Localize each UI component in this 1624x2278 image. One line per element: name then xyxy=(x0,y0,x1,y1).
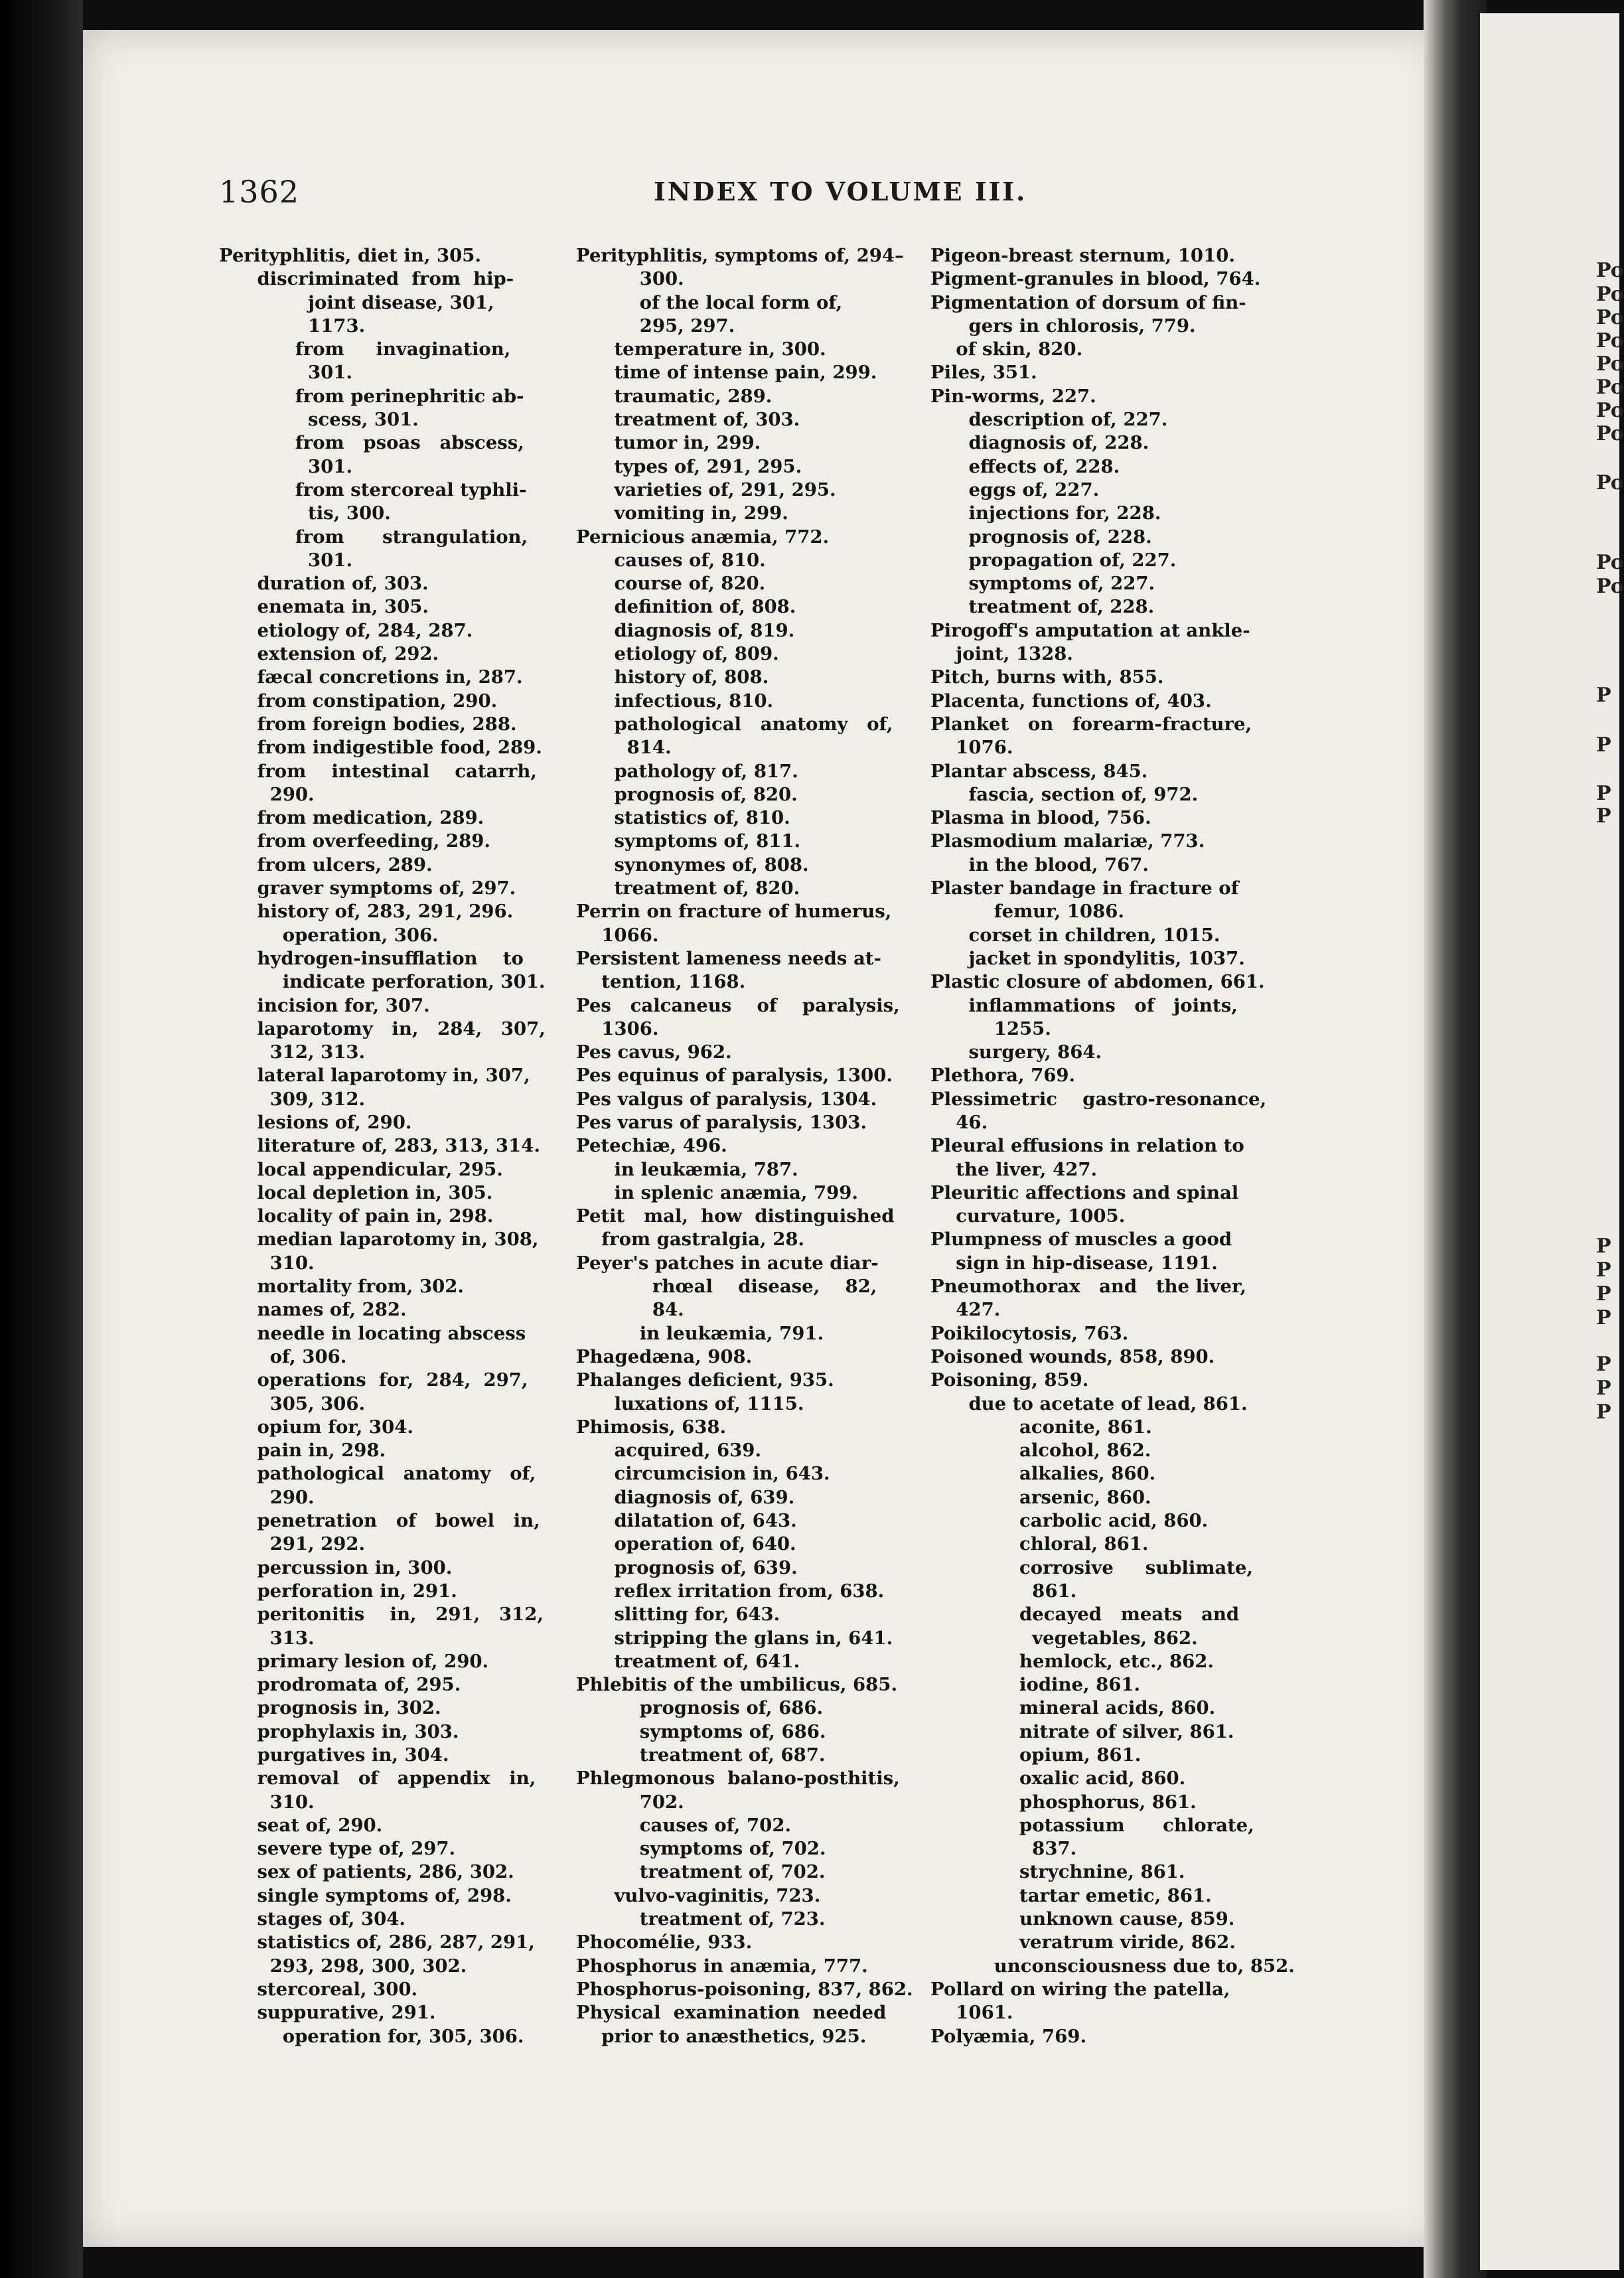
index-entry: local depletion in, 305. xyxy=(219,1181,493,1203)
facing-page-fragment: Po xyxy=(1596,283,1624,306)
facing-page-fragment: P xyxy=(1596,684,1611,707)
index-entry: opium for, 304. xyxy=(219,1416,413,1438)
index-entry: symptoms of, 811. xyxy=(576,830,801,852)
index-entry: tention, 1168. xyxy=(576,971,746,993)
index-entry: peritonitis in, 291, 312, xyxy=(219,1604,544,1626)
index-entry: from invagination, xyxy=(219,339,511,360)
index-entry: percussion in, 300. xyxy=(219,1557,453,1578)
index-entry: joint disease, 301, xyxy=(219,291,494,313)
index-entry: sign in hip-disease, 1191. xyxy=(930,1252,1218,1274)
index-entry: 293, 298, 300, 302. xyxy=(219,1955,467,1977)
index-entry: Phalanges deficient, 935. xyxy=(576,1369,834,1391)
index-entry: prophylaxis in, 303. xyxy=(219,1720,459,1742)
index-entry: nitrate of silver, 861. xyxy=(930,1720,1234,1742)
index-entry: causes of, 702. xyxy=(576,1814,792,1836)
index-entry: from perinephritic ab- xyxy=(219,385,524,407)
index-entry: opium, 861. xyxy=(930,1744,1142,1766)
facing-page-fragment: Po xyxy=(1596,575,1624,598)
facing-page-fragment: Po xyxy=(1596,422,1624,445)
index-entry: laparotomy in, 284, 307, xyxy=(219,1018,546,1039)
index-entry: 861. xyxy=(930,1580,1077,1602)
index-entry: symptoms of, 702. xyxy=(576,1838,826,1860)
index-entry: seat of, 290. xyxy=(219,1814,383,1836)
running-head: INDEX TO VOLUME III. xyxy=(654,177,1027,206)
index-entry: from stercoreal typhli- xyxy=(219,479,527,500)
facing-page-fragment: P xyxy=(1596,782,1611,805)
index-entry: 295, 297. xyxy=(576,315,735,337)
index-entry: iodine, 861. xyxy=(930,1674,1141,1696)
index-entry: tumor in, 299. xyxy=(576,432,761,454)
index-entry: 837. xyxy=(930,1838,1077,1860)
index-entry: 814. xyxy=(576,737,672,759)
index-entry: fascia, section of, 972. xyxy=(930,783,1199,805)
index-entry: 310. xyxy=(219,1791,315,1813)
index-entry: eggs of, 227. xyxy=(930,479,1100,500)
index-entry: hydrogen-insufflation to xyxy=(219,947,524,969)
index-entry: diagnosis of, 639. xyxy=(576,1486,795,1508)
index-entry: varieties of, 291, 295. xyxy=(576,479,836,500)
index-entry: prodromata of, 295. xyxy=(219,1674,461,1696)
facing-page-fragment: Po xyxy=(1596,306,1624,329)
index-entry: slitting for, 643. xyxy=(576,1604,780,1626)
index-entry: history of, 808. xyxy=(576,666,769,688)
index-entry: diagnosis of, 819. xyxy=(576,619,795,641)
index-entry: effects of, 228. xyxy=(930,455,1120,477)
index-entry: inflammations of joints, xyxy=(930,994,1238,1016)
index-entry: statistics of, 286, 287, 291, xyxy=(219,1932,535,1953)
index-entry: 1061. xyxy=(930,2002,1013,2024)
index-entry: Physical examination needed xyxy=(576,2002,887,2024)
index-entry: 1173. xyxy=(219,315,366,337)
index-entry: of skin, 820. xyxy=(930,339,1083,360)
index-entry: symptoms of, 686. xyxy=(576,1720,826,1742)
index-entry: indicate perforation, 301. xyxy=(219,971,546,993)
index-entry: enemata in, 305. xyxy=(219,596,429,618)
index-entry: femur, 1086. xyxy=(930,901,1124,923)
index-entry: synonymes of, 808. xyxy=(576,854,809,875)
index-entry: Plaster bandage in fracture of xyxy=(930,877,1239,899)
index-entry: time of intense pain, 299. xyxy=(576,362,877,384)
index-entry: of, 306. xyxy=(219,1345,347,1367)
index-entry: reflex irritation from, 638. xyxy=(576,1580,885,1602)
index-entry: Pes cavus, 962. xyxy=(576,1041,732,1063)
index-entry: types of, 291, 295. xyxy=(576,455,802,477)
scan-border-left xyxy=(0,0,83,2278)
index-entry: tis, 300. xyxy=(219,502,391,524)
index-entry: the liver, 427. xyxy=(930,1158,1098,1180)
index-entry: from foreign bodies, 288. xyxy=(219,713,517,735)
index-entry: stages of, 304. xyxy=(219,1908,406,1930)
index-entry: prior to anæsthetics, 925. xyxy=(576,2025,867,2047)
index-entry: fæcal concretions in, 287. xyxy=(219,666,523,688)
index-entry: locality of pain in, 298. xyxy=(219,1205,494,1227)
index-entry: Piles, 351. xyxy=(930,362,1037,384)
index-entry: prognosis of, 228. xyxy=(930,526,1152,548)
index-entry: etiology of, 284, 287. xyxy=(219,619,473,641)
index-entry: Plethora, 769. xyxy=(930,1065,1076,1087)
index-entry: due to acetate of lead, 861. xyxy=(930,1393,1248,1414)
index-entry: Plantar abscess, 845. xyxy=(930,760,1148,782)
facing-page-edge xyxy=(1480,13,1624,2270)
index-entry: statistics of, 810. xyxy=(576,807,790,829)
index-entry: Phlegmonous balano-posthitis, xyxy=(576,1768,900,1789)
index-entry: scess, 301. xyxy=(219,409,419,431)
index-entry: history of, 283, 291, 296. xyxy=(219,901,514,923)
index-entry: Pitch, burns with, 855. xyxy=(930,666,1164,688)
index-entry: diagnosis of, 228. xyxy=(930,432,1149,454)
index-entry: from intestinal catarrh, xyxy=(219,760,537,782)
index-entry: potassium chlorate, xyxy=(930,1814,1254,1836)
index-entry: in leukæmia, 791. xyxy=(576,1322,824,1344)
index-entry: strychnine, 861. xyxy=(930,1861,1185,1883)
index-entry: from gastralgia, 28. xyxy=(576,1229,805,1251)
facing-page-fragment: P xyxy=(1596,1377,1611,1400)
index-entry: Pigeon-breast sternum, 1010. xyxy=(930,245,1235,266)
index-entry: luxations of, 1115. xyxy=(576,1393,804,1414)
index-entry: duration of, 303. xyxy=(219,573,429,595)
index-entry: Persistent lameness needs at- xyxy=(576,947,881,969)
index-entry: 312, 313. xyxy=(219,1041,366,1063)
index-entry: etiology of, 809. xyxy=(576,643,779,665)
index-entry: phosphorus, 861. xyxy=(930,1791,1197,1813)
index-entry: Pin-worms, 227. xyxy=(930,385,1096,407)
index-entry: Phagedæna, 908. xyxy=(576,1345,753,1367)
index-entry: 1066. xyxy=(576,924,659,946)
index-entry: needle in locating abscess xyxy=(219,1322,526,1344)
index-entry: Pes valgus of paralysis, 1304. xyxy=(576,1088,877,1110)
index-entry: 290. xyxy=(219,783,315,805)
index-entry: Placenta, functions of, 403. xyxy=(930,690,1212,712)
index-entry: Pes calcaneus of paralysis, xyxy=(576,994,900,1016)
index-entry: local appendicular, 295. xyxy=(219,1158,503,1180)
index-entry: lateral laparotomy in, 307, xyxy=(219,1065,530,1087)
index-entry: Pirogoff's amputation at ankle- xyxy=(930,619,1250,641)
index-entry: vomiting in, 299. xyxy=(576,502,788,524)
index-entry: oxalic acid, 860. xyxy=(930,1768,1186,1789)
index-entry: Phosphorus-poisoning, 837, 862. xyxy=(576,1978,913,2000)
index-entry: Phocomélie, 933. xyxy=(576,1932,753,1953)
index-entry: Pes varus of paralysis, 1303. xyxy=(576,1111,867,1133)
index-entry: Pleural effusions in relation to xyxy=(930,1135,1244,1157)
index-entry: 702. xyxy=(576,1791,684,1813)
index-entry: 309, 312. xyxy=(219,1088,366,1110)
index-entry: treatment of, 687. xyxy=(576,1744,826,1766)
facing-page-fragment: Po xyxy=(1596,329,1624,352)
index-entry: Polyæmia, 769. xyxy=(930,2025,1087,2047)
index-entry: purgatives in, 304. xyxy=(219,1744,449,1766)
index-entry: from overfeeding, 289. xyxy=(219,830,490,852)
index-entry: chloral, 861. xyxy=(930,1533,1149,1555)
index-entry: 310. xyxy=(219,1252,315,1274)
index-entry: in the blood, 767. xyxy=(930,854,1149,875)
index-entry: Poisoning, 859. xyxy=(930,1369,1089,1391)
index-entry: hemlock, etc., 862. xyxy=(930,1650,1215,1672)
facing-page-fragment: Po xyxy=(1596,352,1624,376)
index-entry: traumatic, 289. xyxy=(576,385,773,407)
index-entry: 46. xyxy=(930,1111,988,1133)
index-entry: names of, 282. xyxy=(219,1299,407,1321)
index-entry: unconsciousness due to, 852. xyxy=(930,1955,1295,1977)
page-number: 1362 xyxy=(219,174,300,210)
index-entry: Pigmentation of dorsum of fin- xyxy=(930,291,1246,313)
index-entry: Plumpness of muscles a good xyxy=(930,1229,1232,1251)
index-entry: lesions of, 290. xyxy=(219,1111,412,1133)
index-entry: Perityphlitis, diet in, 305. xyxy=(219,245,481,266)
index-entry: joint, 1328. xyxy=(930,643,1073,665)
index-entry: 291, 292. xyxy=(219,1533,366,1555)
index-entry: curvature, 1005. xyxy=(930,1205,1126,1227)
facing-page-fragment: Po xyxy=(1596,399,1624,422)
index-entry: Pleuritic affections and spinal xyxy=(930,1181,1239,1203)
facing-page-fragment: P xyxy=(1596,1353,1611,1376)
index-entry: operations for, 284, 297, xyxy=(219,1369,528,1391)
index-entry: corrosive sublimate, xyxy=(930,1557,1254,1578)
index-entry: treatment of, 723. xyxy=(576,1908,826,1930)
index-entry: jacket in spondylitis, 1037. xyxy=(930,947,1245,969)
index-entry: penetration of bowel in, xyxy=(219,1510,540,1532)
index-entry: sex of patients, 286, 302. xyxy=(219,1861,514,1883)
index-entry: circumcision in, 643. xyxy=(576,1463,830,1485)
index-entry: Petechiæ, 496. xyxy=(576,1135,727,1157)
index-entry: carbolic acid, 860. xyxy=(930,1510,1209,1532)
index-entry: vulvo-vaginitis, 723. xyxy=(576,1884,821,1906)
index-entry: pathology of, 817. xyxy=(576,760,798,782)
index-entry: Pernicious anæmia, 772. xyxy=(576,526,830,548)
index-entry: 305, 306. xyxy=(219,1393,366,1414)
index-entry: propagation of, 227. xyxy=(930,549,1177,571)
facing-page-fragment: P xyxy=(1596,1258,1611,1282)
index-entry: 84. xyxy=(576,1299,684,1321)
index-entry: Pigment-granules in blood, 764. xyxy=(930,268,1261,290)
index-entry: 301. xyxy=(219,362,353,384)
index-entry: Peyer's patches in acute diar- xyxy=(576,1252,879,1274)
index-entry: graver symptoms of, 297. xyxy=(219,877,516,899)
index-entry: causes of, 810. xyxy=(576,549,766,571)
index-entry: mineral acids, 860. xyxy=(930,1697,1216,1719)
index-entry: prognosis of, 686. xyxy=(576,1697,824,1719)
index-entry: acquired, 639. xyxy=(576,1440,762,1462)
index-entry: Pes equinus of paralysis, 1300. xyxy=(576,1065,893,1087)
index-entry: 300. xyxy=(576,268,684,290)
book-gutter xyxy=(1424,0,1487,2278)
index-entry: pathological anatomy of, xyxy=(219,1463,536,1485)
index-entry: Plasmodium malariæ, 773. xyxy=(930,830,1205,852)
index-entry: primary lesion of, 290. xyxy=(219,1650,489,1672)
index-entry: 427. xyxy=(930,1299,1001,1321)
index-entry: removal of appendix in, xyxy=(219,1768,536,1789)
index-entry: treatment of, 641. xyxy=(576,1650,800,1672)
index-entry: rhœal disease, 82, xyxy=(576,1276,877,1298)
index-entry: tartar emetic, 861. xyxy=(930,1884,1212,1906)
index-entry: Plessimetric gastro-resonance, xyxy=(930,1088,1267,1110)
index-entry: discriminated from hip- xyxy=(219,268,514,290)
index-entry: treatment of, 303. xyxy=(576,409,800,431)
facing-page-fragment: P xyxy=(1596,1306,1611,1329)
index-entry: 1306. xyxy=(576,1018,659,1039)
facing-page-fragment: Po xyxy=(1596,471,1624,494)
index-entry: Poikilocytosis, 763. xyxy=(930,1322,1129,1344)
index-entry: Phlebitis of the umbilicus, 685. xyxy=(576,1674,898,1696)
index-entry: literature of, 283, 313, 314. xyxy=(219,1135,540,1157)
index-entry: 1255. xyxy=(930,1018,1051,1039)
index-entry: stercoreal, 300. xyxy=(219,1978,418,2000)
index-entry: Phimosis, 638. xyxy=(576,1416,727,1438)
index-entry: 1076. xyxy=(930,737,1013,759)
facing-page-fragment: Po xyxy=(1596,259,1624,282)
index-entry: pathological anatomy of, xyxy=(576,713,893,735)
index-entry: symptoms of, 227. xyxy=(930,573,1155,595)
index-entry: definition of, 808. xyxy=(576,596,796,618)
index-entry: alkalies, 860. xyxy=(930,1463,1156,1485)
index-entry: Pollard on wiring the patella, xyxy=(930,1978,1230,2000)
index-column-3 xyxy=(930,244,1368,2048)
facing-page-fragment: Po xyxy=(1596,376,1624,399)
index-entry: Poisoned wounds, 858, 890. xyxy=(930,1345,1215,1367)
index-entry: Pneumothorax and the liver, xyxy=(930,1276,1247,1298)
index-entry: dilatation of, 643. xyxy=(576,1510,797,1532)
index-entry: vegetables, 862. xyxy=(930,1627,1198,1649)
index-entry: veratrum viride, 862. xyxy=(930,1932,1236,1953)
facing-page-fragment: P xyxy=(1596,1235,1611,1258)
index-entry: treatment of, 820. xyxy=(576,877,800,899)
index-entry: prognosis of, 639. xyxy=(576,1557,798,1578)
index-entry: Plastic closure of abdomen, 661. xyxy=(930,971,1265,993)
index-entry: Plasma in blood, 756. xyxy=(930,807,1151,829)
index-entry: Perityphlitis, symptoms of, 294– xyxy=(576,245,904,266)
index-entry: operation, 306. xyxy=(219,924,439,946)
index-entry: 301. xyxy=(219,455,353,477)
index-entry: in splenic anæmia, 799. xyxy=(576,1181,858,1203)
index-entry: operation of, 640. xyxy=(576,1533,796,1555)
index-entry: arsenic, 860. xyxy=(930,1486,1151,1508)
facing-page-fragment: P xyxy=(1596,733,1611,757)
index-entry: pain in, 298. xyxy=(219,1440,386,1462)
index-entry: severe type of, 297. xyxy=(219,1838,456,1860)
index-entry: from medication, 289. xyxy=(219,807,484,829)
facing-page-fragment: P xyxy=(1596,1282,1611,1306)
index-entry: gers in chlorosis, 779. xyxy=(930,315,1196,337)
index-entry: decayed meats and xyxy=(930,1604,1240,1626)
index-entry: Petit mal, how distinguished xyxy=(576,1205,895,1227)
index-entry: extension of, 292. xyxy=(219,643,439,665)
index-entry: of the local form of, xyxy=(576,291,843,313)
index-entry: from psoas abscess, xyxy=(219,432,524,454)
index-entry: treatment of, 228. xyxy=(930,596,1155,618)
index-entry: prognosis of, 820. xyxy=(576,783,798,805)
index-entry: single symptoms of, 298. xyxy=(219,1884,512,1906)
index-entry: temperature in, 300. xyxy=(576,339,826,360)
index-entry: operation for, 305, 306. xyxy=(219,2025,524,2047)
index-entry: from strangulation, xyxy=(219,526,528,548)
index-entry: Planket on forearm-fracture, xyxy=(930,713,1252,735)
index-entry: 301. xyxy=(219,549,353,571)
index-entry: suppurative, 291. xyxy=(219,2002,436,2024)
index-entry: from indigestible food, 289. xyxy=(219,737,542,759)
index-entry: from constipation, 290. xyxy=(219,690,498,712)
index-entry: Perrin on fracture of humerus, xyxy=(576,901,892,923)
index-entry: unknown cause, 859. xyxy=(930,1908,1235,1930)
index-entry: description of, 227. xyxy=(930,409,1168,431)
index-entry: from ulcers, 289. xyxy=(219,854,433,875)
index-entry: median laparotomy in, 308, xyxy=(219,1229,539,1251)
index-entry: stripping the glans in, 641. xyxy=(576,1627,893,1649)
index-entry: in leukæmia, 787. xyxy=(576,1158,798,1180)
index-entry: 313. xyxy=(219,1627,315,1649)
index-entry: surgery, 864. xyxy=(930,1041,1102,1063)
index-entry: perforation in, 291. xyxy=(219,1580,457,1602)
index-entry: Phosphorus in anæmia, 777. xyxy=(576,1955,868,1977)
index-entry: corset in children, 1015. xyxy=(930,924,1220,946)
index-entry: course of, 820. xyxy=(576,573,766,595)
index-entry: incision for, 307. xyxy=(219,994,430,1016)
index-entry: prognosis in, 302. xyxy=(219,1697,441,1719)
index-entry: infectious, 810. xyxy=(576,690,774,712)
facing-page-fragment: P xyxy=(1596,1401,1611,1424)
index-entry: alcohol, 862. xyxy=(930,1440,1151,1462)
index-entry: injections for, 228. xyxy=(930,502,1161,524)
facing-page-fragment: Po xyxy=(1596,551,1624,574)
index-entry: treatment of, 702. xyxy=(576,1861,826,1883)
index-entry: aconite, 861. xyxy=(930,1416,1152,1438)
index-entry: 290. xyxy=(219,1486,315,1508)
index-entry: mortality from, 302. xyxy=(219,1276,464,1298)
facing-page-fragment: P xyxy=(1596,804,1611,828)
